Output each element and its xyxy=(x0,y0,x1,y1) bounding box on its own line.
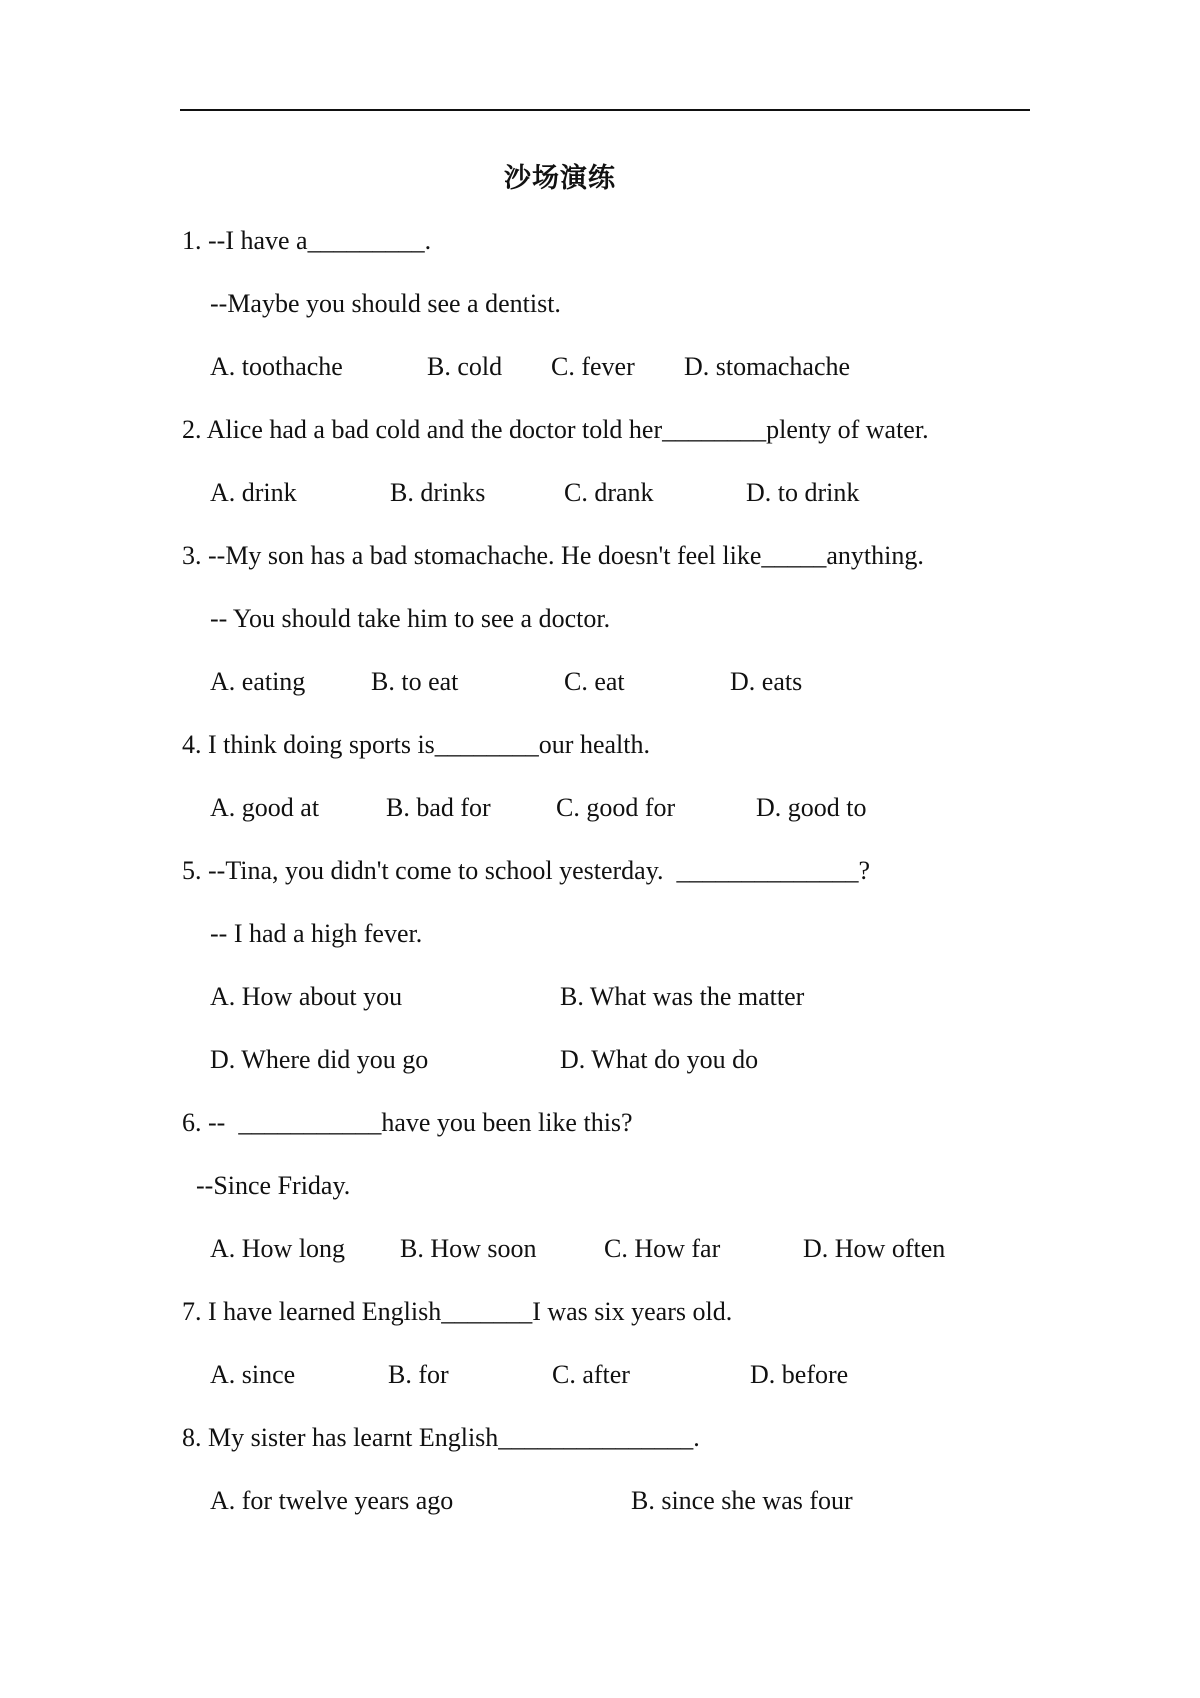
question-2-stem: 2. Alice had a bad cold and the doctor told her________plenty of water. xyxy=(182,415,929,444)
question-5-stem: 5. --Tina, you didn't come to school yesterday. ______________? xyxy=(182,856,871,885)
question-4-option-b: B. bad for xyxy=(386,793,491,822)
question-8-option-a: A. for twelve years ago xyxy=(210,1486,454,1515)
question-3-reply: -- You should take him to see a doctor. xyxy=(210,604,611,633)
question-4-stem: 4. I think doing sports is________our health. xyxy=(182,730,650,759)
question-4-option-c: C. good for xyxy=(556,793,676,822)
question-5-reply: -- I had a high fever. xyxy=(210,919,423,948)
question-6-option-a: A. How long xyxy=(210,1234,346,1263)
header-rule xyxy=(180,109,1030,111)
question-7-stem: 7. I have learned English_______I was six years old. xyxy=(182,1297,733,1326)
question-1-option-d: D. stomachache xyxy=(684,352,851,381)
question-4-option-a: A. good at xyxy=(210,793,320,822)
page-title: 沙场演练 xyxy=(504,163,616,194)
question-4-option-d: D. good to xyxy=(756,793,867,822)
question-7-option-d: D. before xyxy=(750,1360,849,1389)
question-3-option-c: C. eat xyxy=(564,667,625,696)
question-3-option-a: A. eating xyxy=(210,667,306,696)
question-6-option-b: B. How soon xyxy=(400,1234,537,1263)
question-5-option-a: A. How about you xyxy=(210,982,403,1011)
question-1-stem: 1. --I have a_________. xyxy=(182,226,432,255)
question-7-option-b: B. for xyxy=(388,1360,449,1389)
question-6-stem: 6. -- ___________have you been like this? xyxy=(182,1108,633,1137)
question-2-option-a: A. drink xyxy=(210,478,297,507)
question-3-stem: 3. --My son has a bad stomachache. He doesn't feel like_____anything. xyxy=(182,541,924,570)
question-1-option-b: B. cold xyxy=(427,352,503,381)
question-5-option-d: D. What do you do xyxy=(560,1045,759,1074)
question-2-option-c: C. drank xyxy=(564,478,654,507)
question-6-option-d: D. How often xyxy=(803,1234,946,1263)
question-1-reply: --Maybe you should see a dentist. xyxy=(210,289,561,318)
question-7-option-c: C. after xyxy=(552,1360,630,1389)
question-3-option-d: D. eats xyxy=(730,667,803,696)
question-8-option-b: B. since she was four xyxy=(631,1486,853,1515)
question-1-option-c: C. fever xyxy=(551,352,635,381)
question-1-option-a: A. toothache xyxy=(210,352,343,381)
question-5-option-c: D. Where did you go xyxy=(210,1045,429,1074)
question-2-option-d: D. to drink xyxy=(746,478,860,507)
question-7-option-a: A. since xyxy=(210,1360,296,1389)
question-2-option-b: B. drinks xyxy=(390,478,486,507)
question-6-option-c: C. How far xyxy=(604,1234,721,1263)
question-8-stem: 8. My sister has learnt English_______________. xyxy=(182,1423,700,1452)
question-3-option-b: B. to eat xyxy=(371,667,459,696)
question-5-option-b: B. What was the matter xyxy=(560,982,805,1011)
question-6-reply: --Since Friday. xyxy=(196,1171,351,1200)
